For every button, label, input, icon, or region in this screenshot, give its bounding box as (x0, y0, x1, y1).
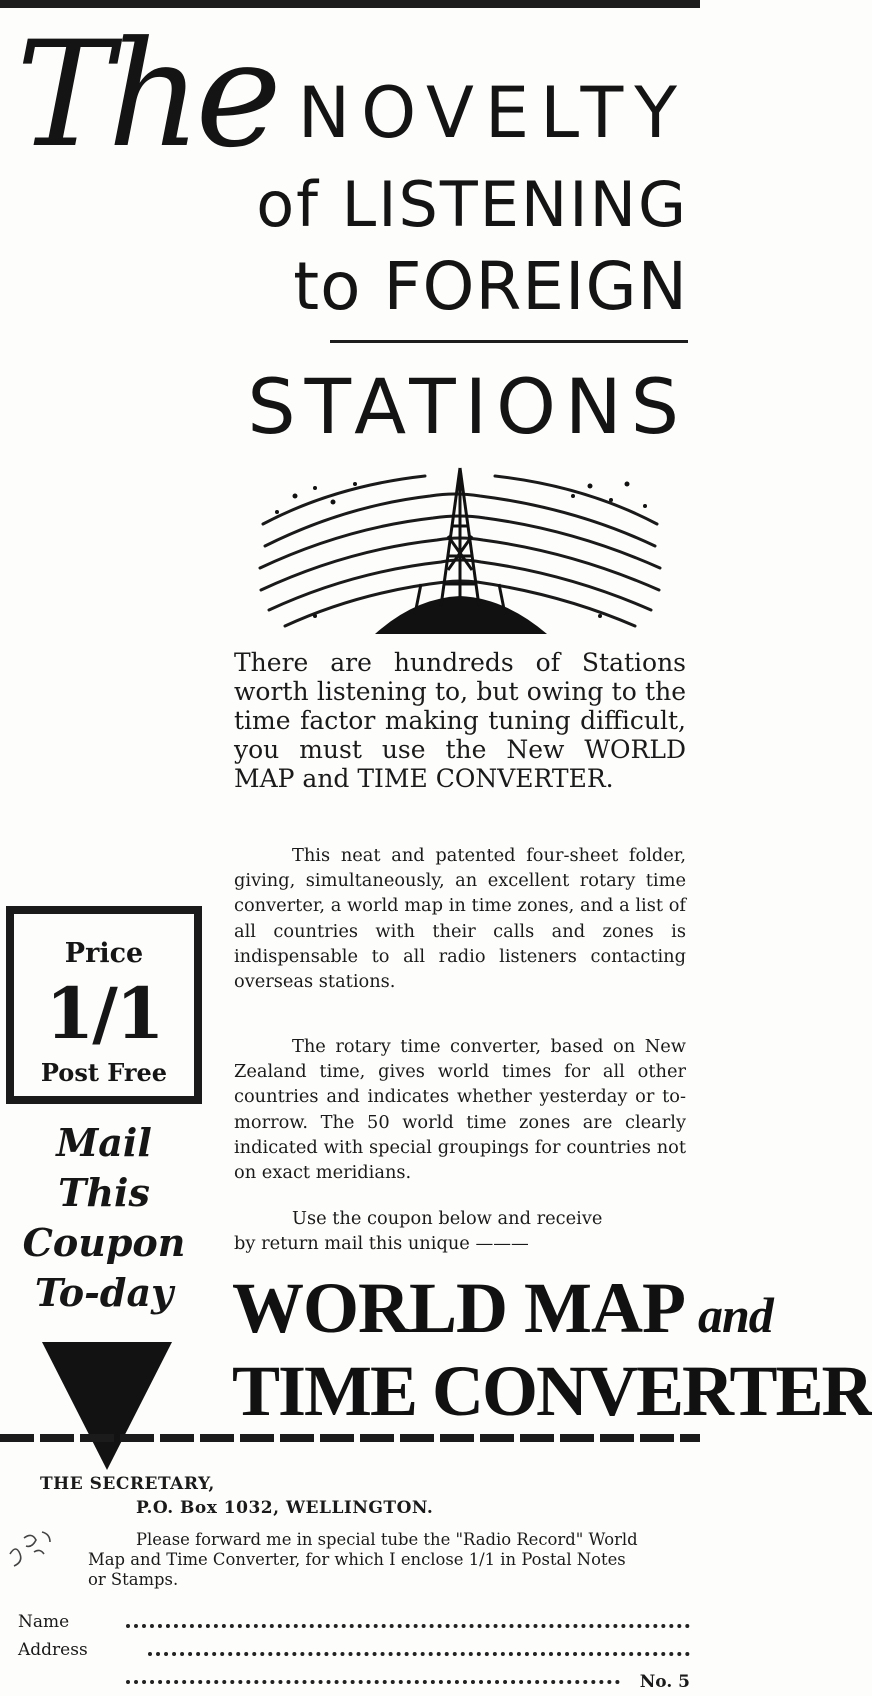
product-title (232, 1268, 872, 1431)
address-field-label: Address (18, 1640, 88, 1660)
headline-the: The (16, 10, 276, 180)
radio-tower-illustration (255, 466, 665, 636)
price-box (6, 906, 202, 1104)
address-continuation-field[interactable] (18, 1668, 690, 1690)
callout-line-mail: Mail (56, 1120, 152, 1165)
callout-line-today: To-day (34, 1270, 174, 1315)
product-title-and: and (697, 1287, 773, 1343)
headline-novelty: NOVELTY (297, 72, 688, 154)
price-label: Price (64, 938, 144, 969)
mail-coupon-callout (6, 1118, 202, 1318)
name-field-line[interactable] (126, 1624, 690, 1628)
coupon-prompt-line-2: by return mail this unique ——— (234, 1233, 529, 1255)
coupon-postal-address: P.O. Box 1032, WELLINGTON. (136, 1498, 434, 1518)
address-field-line[interactable] (148, 1652, 690, 1656)
price-value: 1/1 (45, 972, 163, 1055)
coupon-request-text: Please forward me in special tube the "Radio Record" World Map and Time Converter, for which I enclose 1/1 in Postal Notes or Stamps. (88, 1530, 638, 1589)
product-title-world-map: WORLD MAP (232, 1268, 681, 1348)
top-border-rule (0, 0, 700, 8)
headline-stations: STATIONS (247, 362, 688, 451)
down-triangle-icon (42, 1342, 172, 1470)
headline-divider-rule (330, 340, 688, 343)
headline-of-listening: of LISTENING (256, 168, 688, 241)
name-field-label: Name (18, 1612, 70, 1632)
intro-paragraph: There are hundreds of Stations worth listening to, but owing to the time factor making tuning difficult, you must use the New WORLD MAP and TIME CONVERTER. (234, 648, 686, 793)
coupon-prompt-line-1: Use the coupon below and receive (292, 1208, 603, 1229)
address-continuation-line[interactable] (126, 1680, 620, 1684)
coupon-number: No. 5 (639, 1672, 690, 1692)
product-title-time-converter: TIME CONVERTER (232, 1351, 872, 1431)
headline-to-foreign: to FOREIGN (293, 248, 688, 325)
price-postage-note: Post Free (40, 1058, 168, 1087)
address-field[interactable] (18, 1640, 690, 1662)
callout-line-coupon: Coupon (22, 1220, 186, 1265)
name-field[interactable] (18, 1612, 690, 1634)
folder-description-paragraph: This neat and patented four-sheet folder, giving, simultaneously, an excellent rotary time converter, a world map in time zones, and a list of all countries with their calls and zones is indispensable to all radio listeners contacting overseas stations. (234, 845, 686, 993)
coupon-prompt-paragraph (234, 1206, 686, 1256)
coupon-recipient: THE SECRETARY, (40, 1474, 215, 1494)
callout-line-this: This (58, 1170, 150, 1215)
coupon-cut-line (0, 1434, 700, 1442)
handwritten-mark (4, 1524, 58, 1574)
converter-description-paragraph: The rotary time converter, based on New Zealand time, gives world times for all other countries and indicates whether yesterday or to-morrow. The 50 world time zones are clearly indicated with special groupings for countries not on exact meridians. (234, 1036, 686, 1184)
